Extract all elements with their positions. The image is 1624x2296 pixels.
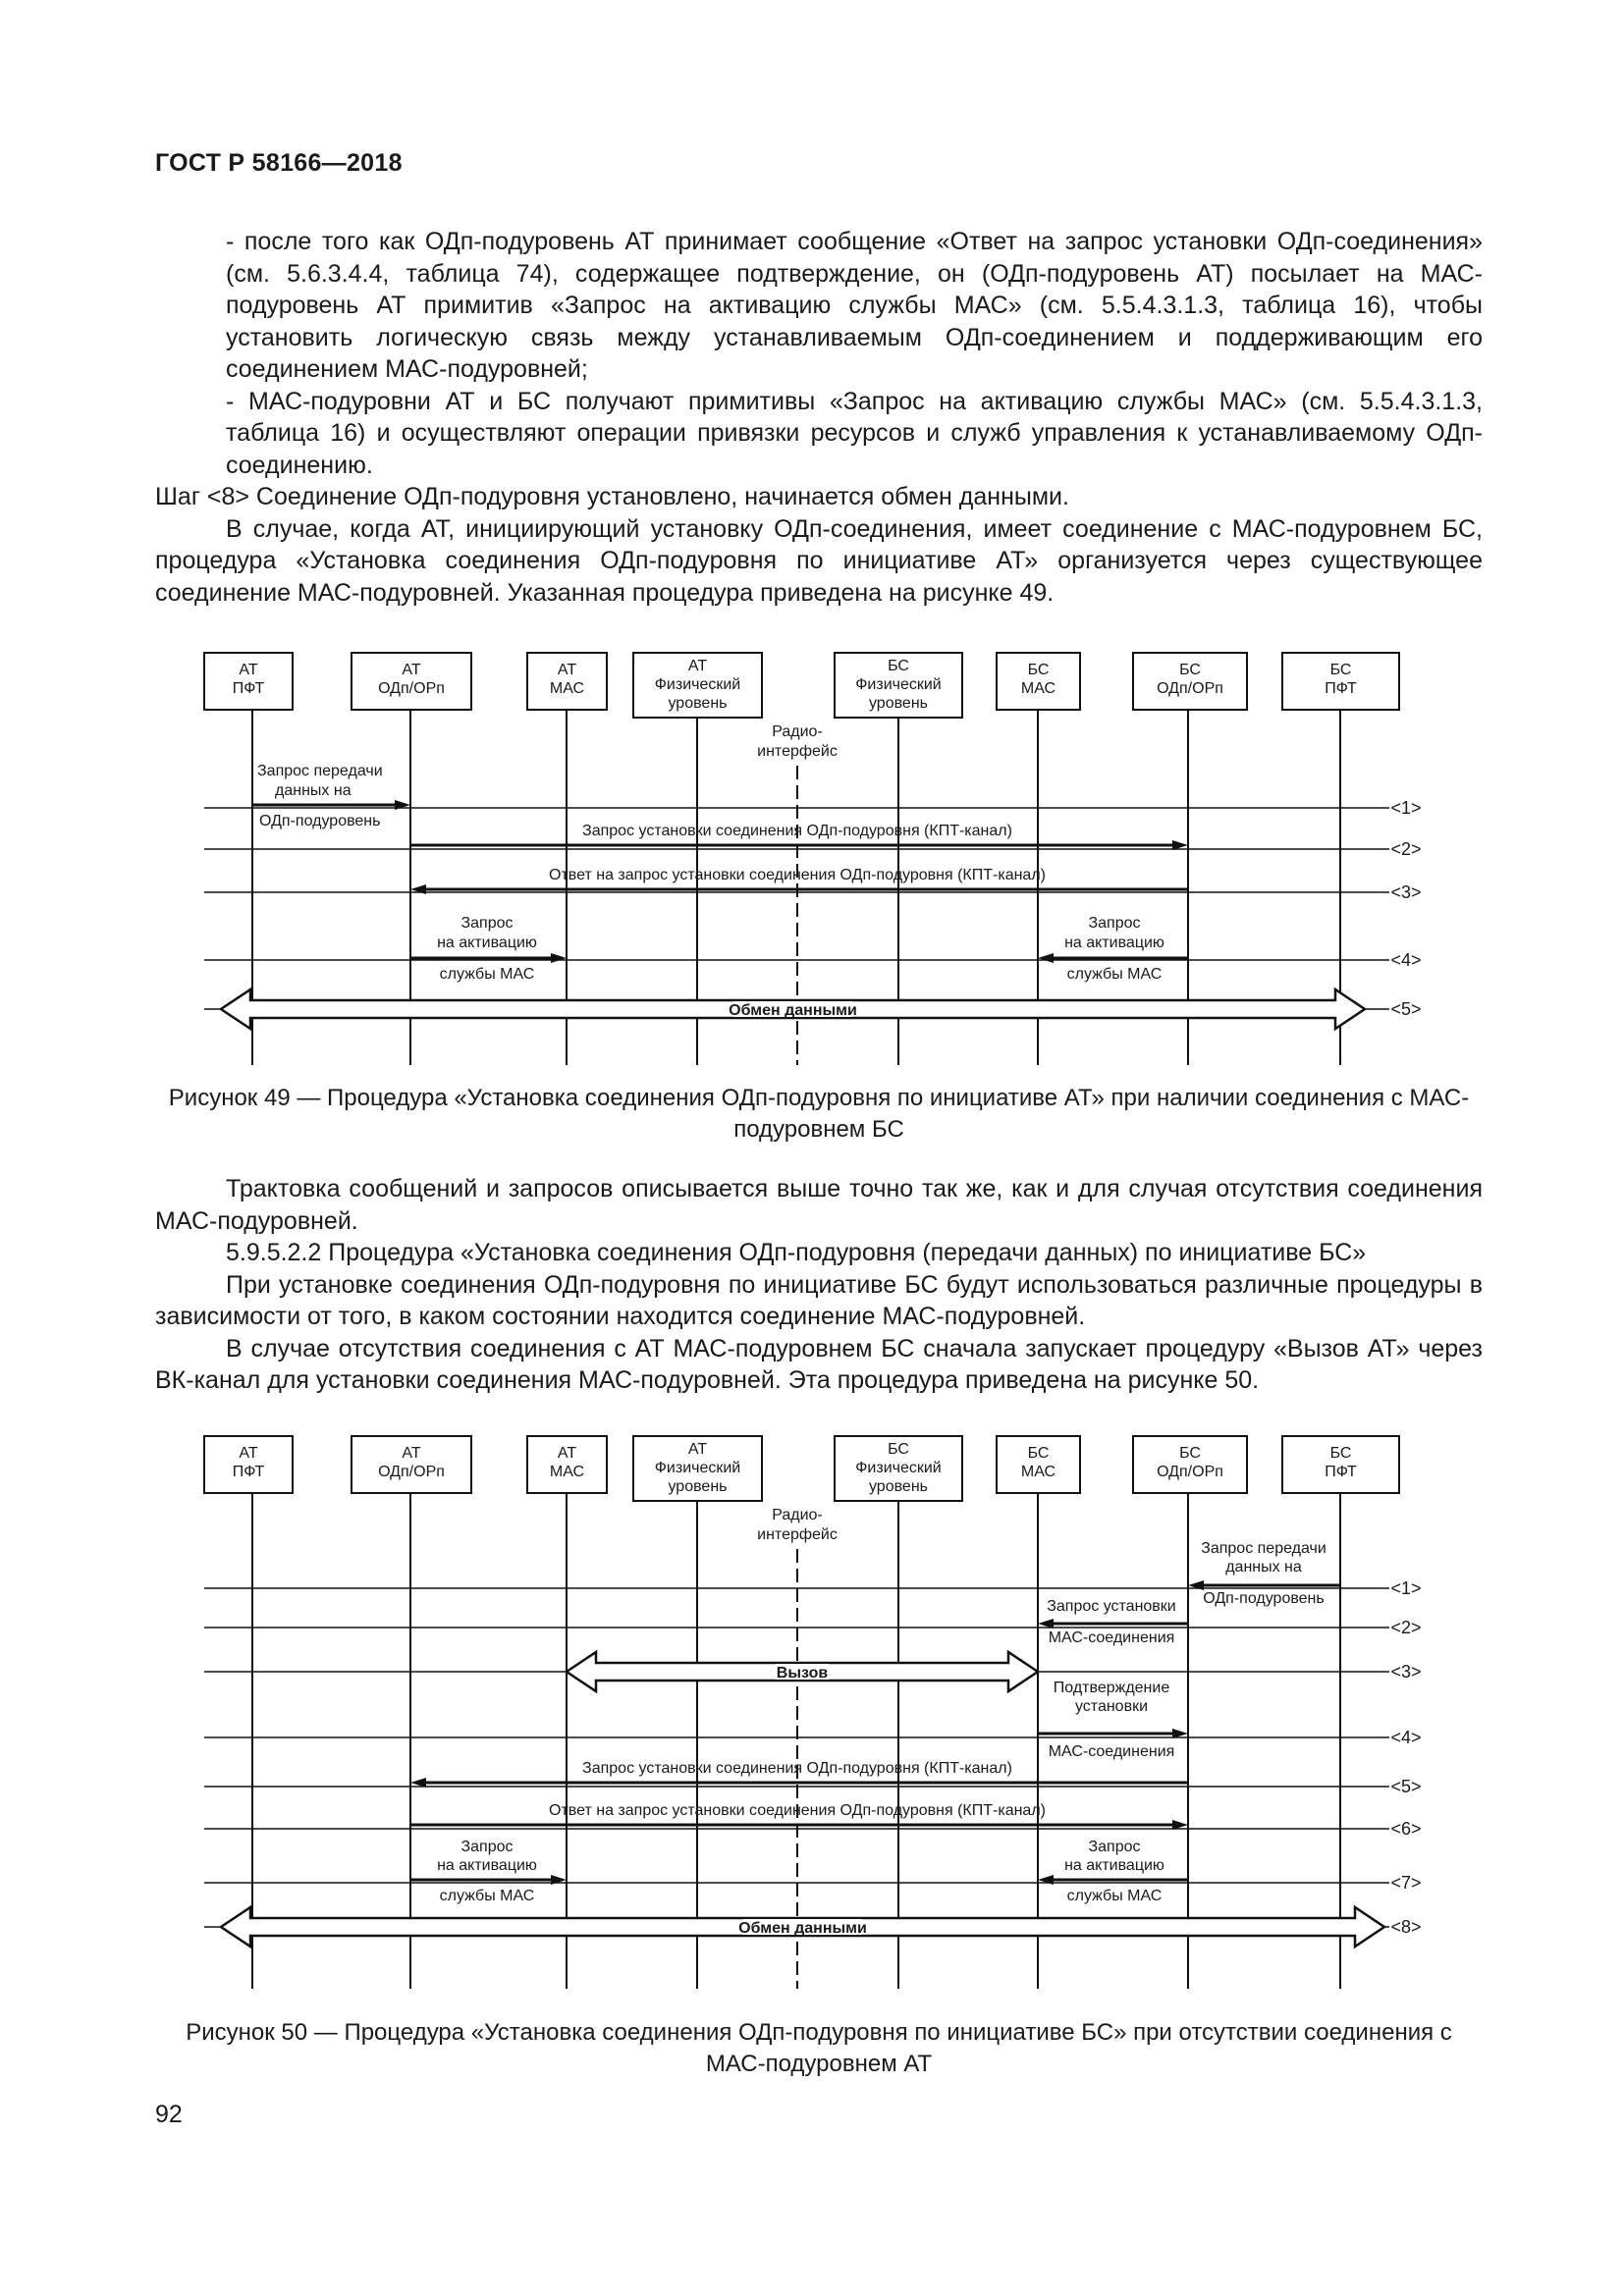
msg-label: Запрос bbox=[1088, 915, 1141, 932]
step-label: <1> bbox=[1390, 1578, 1422, 1598]
msg-label: службы МАС bbox=[1066, 1888, 1163, 1904]
entity-label: БС bbox=[1179, 1445, 1201, 1462]
entity-label: БС bbox=[1329, 662, 1352, 678]
page-number: 92 bbox=[155, 2101, 183, 2128]
activation-left-arrow-head bbox=[551, 953, 567, 963]
msg-label: МАС-соединения bbox=[1048, 1629, 1175, 1646]
step-label: <4> bbox=[1390, 1728, 1422, 1747]
entity-label: АТ bbox=[557, 662, 577, 678]
step-label: <2> bbox=[1390, 839, 1422, 859]
entity-label: МАС bbox=[1020, 1464, 1056, 1480]
radio-label: Радио- bbox=[772, 1507, 823, 1523]
msg-label: данных на bbox=[275, 782, 352, 799]
entity-label: уровень bbox=[668, 695, 728, 712]
step-label: <4> bbox=[1390, 950, 1422, 970]
entity-label: БС bbox=[888, 658, 909, 674]
msg-label: Запрос установки bbox=[1047, 1598, 1176, 1615]
msg-label: Запрос bbox=[460, 1839, 514, 1855]
entity-label: БС bbox=[1027, 1445, 1050, 1462]
entity-label: Физический bbox=[654, 676, 741, 693]
paragraph: Трактовка сообщений и запросов описывается выше точно так же, как и для случая отсутствия соединения МАС-подуровней. bbox=[155, 1175, 1483, 1235]
step-label: <7> bbox=[1390, 1873, 1422, 1893]
paragraph: В случае, когда АТ, инициирующий установку ОДп-соединения, имеет соединение с МАС-подуровнем БС, процедура «Установка соединения ОДп-подуровня по инициативе АТ» организуется через существующее соединение МАС-подуровней. Указанная процедура приведена на рисунке 49. bbox=[155, 514, 1483, 607]
call-arrow-label: Вызов bbox=[776, 1665, 829, 1682]
activation-right-arrow-head bbox=[1038, 953, 1054, 963]
msg-label: данных на bbox=[1225, 1559, 1302, 1575]
msg-label: на активацию bbox=[437, 1857, 537, 1874]
figure-50-diagram bbox=[196, 1431, 1424, 1993]
entity-label: БС bbox=[1027, 662, 1050, 678]
entity-label: АТ bbox=[402, 1445, 421, 1462]
entity-label: Физический bbox=[855, 676, 942, 693]
msg-label: на активацию bbox=[1064, 934, 1164, 951]
entity-label: БС bbox=[888, 1441, 909, 1458]
step-label: <5> bbox=[1390, 999, 1422, 1019]
figure-50-caption: Рисунок 50 — Процедура «Установка соединения ОДп-подуровня по инициативе БС» при отсутствии соединения с МАС-подуровнем АТ bbox=[186, 2019, 1452, 2077]
entity-label: ОДп/ОРп bbox=[1157, 680, 1223, 697]
entity-label: МАС bbox=[1020, 680, 1056, 697]
data-exchange-arrow-label: Обмен данными bbox=[729, 1002, 857, 1019]
msg-label: службы МАС bbox=[439, 966, 535, 983]
msg-label: ОДп-подуровень bbox=[259, 813, 381, 829]
radio-label: интерфейс bbox=[757, 1526, 838, 1543]
msg-label: Запрос передачи bbox=[1201, 1540, 1326, 1557]
step-label: <5> bbox=[1390, 1777, 1422, 1796]
entity-label: ОДп/ОРп bbox=[378, 680, 445, 697]
step-label: <1> bbox=[1390, 798, 1422, 818]
msg-label: установки bbox=[1074, 1698, 1149, 1715]
msg-label: ОДп-подуровень bbox=[1203, 1590, 1325, 1607]
entity-label: БС bbox=[1329, 1445, 1352, 1462]
msg-label: Запрос установки соединения ОДп-подуровня (КПТ-канал) bbox=[582, 1760, 1012, 1777]
step-label: <3> bbox=[1390, 882, 1422, 902]
step-label: <6> bbox=[1390, 1819, 1422, 1839]
entity-label: уровень bbox=[668, 1478, 728, 1495]
msg-label: на активацию bbox=[437, 934, 537, 951]
msg-label: Ответ на запрос установки соединения ОДп-подуровня (КПТ-канал) bbox=[549, 1802, 1046, 1819]
msg-label: службы МАС bbox=[1066, 966, 1163, 983]
text-block-2 bbox=[155, 1173, 1483, 1397]
paragraph: При установке соединения ОДп-подуровня по инициативе БС будут использоваться различные процедуры в зависимости от того, в каком состоянии находится соединение МАС-подуровней. bbox=[155, 1270, 1483, 1330]
msg-label: Ответ на запрос установки соединения ОДп-подуровня (КПТ-канал) bbox=[549, 867, 1046, 883]
document-header: ГОСТ Р 58166—2018 bbox=[155, 149, 403, 177]
entity-label: БС bbox=[1179, 662, 1201, 678]
entity-label: Физический bbox=[654, 1460, 741, 1476]
paragraph: Шаг <8> Соединение ОДп-подуровня установлено, начинается обмен данными. bbox=[155, 483, 1069, 510]
entity-label: АТ bbox=[239, 662, 258, 678]
step-label: <8> bbox=[1390, 1917, 1422, 1937]
entity-label: МАС bbox=[549, 680, 585, 697]
paragraph: 5.9.5.2.2 Процедура «Установка соединения ОДп-подуровня (передачи данных) по инициативе БС» bbox=[226, 1239, 1367, 1266]
msg-label: службы МАС bbox=[439, 1888, 535, 1904]
paragraph: В случае отсутствия соединения с АТ МАС-подуровнем БС сначала запускает процедуру «Вызов АТ» через ВК-канал для установки соединения МАС-подуровней. Эта процедура приведена на рисунке 50. bbox=[155, 1334, 1483, 1394]
msg-label: Запрос передачи bbox=[257, 763, 383, 779]
entity-label: уровень bbox=[868, 1478, 929, 1495]
msg-label: Запрос bbox=[460, 915, 514, 932]
radio-label: интерфейс bbox=[757, 743, 838, 760]
figure-49-diagram bbox=[196, 648, 1424, 1070]
entity-label: АТ bbox=[557, 1445, 577, 1462]
step-label: <3> bbox=[1390, 1662, 1422, 1682]
entity-label: ПФТ bbox=[232, 1464, 265, 1480]
entity-label: ПФТ bbox=[1325, 1464, 1357, 1480]
figure-49-caption: Рисунок 49 — Процедура «Установка соединения ОДп-подуровня по инициативе АТ» при наличии соединения с МАС-подуровнем БС bbox=[168, 1085, 1470, 1143]
paragraph: - МАС-подуровни АТ и БС получают примитивы «Запрос на активацию службы МАС» (см. 5.5.4.3.1.3, таблица 16) и осуществляют операции привязки ресурсов и служб управления к устанавливаемому ОДп-соединению. bbox=[226, 387, 1483, 479]
msg-label: на активацию bbox=[1064, 1857, 1164, 1874]
entity-label: АТ bbox=[239, 1445, 258, 1462]
entity-label: ПФТ bbox=[1325, 680, 1357, 697]
entity-label: ОДп/ОРп bbox=[1157, 1464, 1223, 1480]
entity-label: ОДп/ОРп bbox=[378, 1464, 445, 1480]
entity-label: МАС bbox=[549, 1464, 585, 1480]
msg-label: Подтверждение bbox=[1053, 1680, 1170, 1696]
step-label: <2> bbox=[1390, 1618, 1422, 1637]
text-block-1 bbox=[155, 226, 1483, 609]
entity-label: ПФТ bbox=[232, 680, 265, 697]
data-exchange-arrow-label: Обмен данными bbox=[738, 1920, 867, 1937]
msg-label: МАС-соединения bbox=[1048, 1743, 1175, 1760]
entity-label: Физический bbox=[855, 1460, 942, 1476]
radio-label: Радио- bbox=[772, 723, 823, 740]
entity-label: АТ bbox=[687, 658, 708, 674]
entity-label: АТ bbox=[402, 662, 421, 678]
msg-label: Запрос установки соединения ОДп-подуровня (КПТ-канал) bbox=[582, 823, 1012, 839]
paragraph: - после того как ОДп-подуровень АТ принимает сообщение «Ответ на запрос установки ОДп-соединения» (см. 5.6.3.4.4, таблица 74), содержащее подтверждение, он (ОДп-подуровень АТ) посылает на МАС-подуровень АТ примитив «Запрос на активацию службы МАС» (см. 5.5.4.3.1.3, таблица 16), чтобы установить логическую связь между устанавливаемым ОДп-соединением и поддерживающим его соединением МАС-подуровней; bbox=[226, 228, 1483, 383]
msg-label: Запрос bbox=[1088, 1839, 1141, 1855]
entity-label: АТ bbox=[687, 1441, 708, 1458]
entity-label: уровень bbox=[868, 695, 929, 712]
